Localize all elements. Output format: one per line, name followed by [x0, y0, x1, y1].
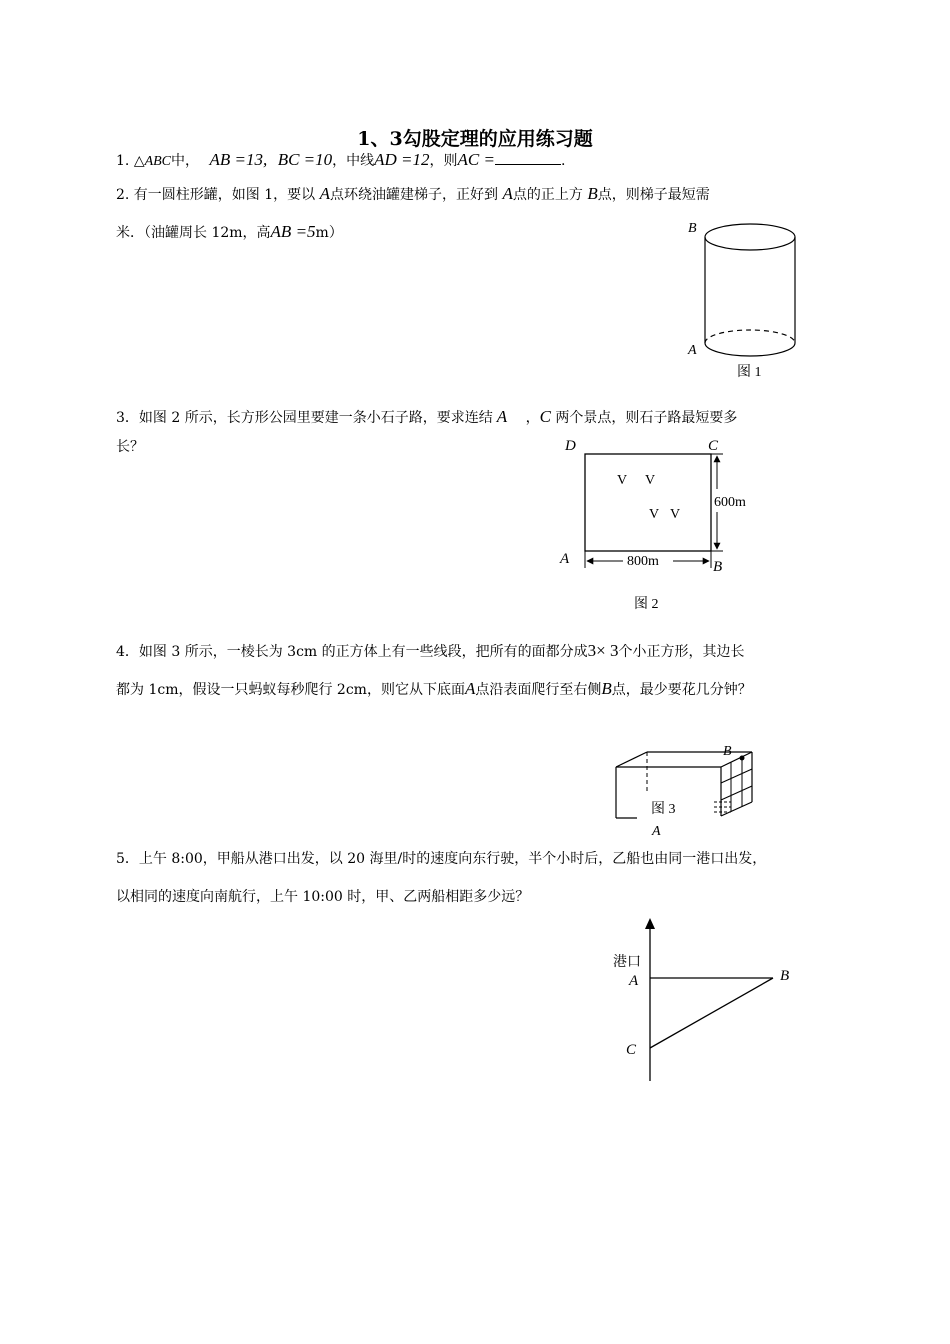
q1-bc-equation: BC =10	[277, 150, 333, 169]
q4-text-b: 个小正方形，其边长	[618, 644, 745, 660]
fig1-caption: 图 1	[737, 365, 762, 380]
q2-var-b: B	[587, 184, 598, 203]
q1-median-text: ，中线	[332, 153, 375, 169]
fig2-label-b: B	[713, 559, 723, 575]
question-2-line-2	[116, 222, 343, 242]
q1-ze: ，则	[429, 153, 458, 169]
question-2-line-1	[116, 184, 710, 204]
q3-text-b: 两个景点，则石子路最短要多	[555, 410, 738, 426]
fig3-label-a: A	[652, 824, 661, 839]
page-title: 1、3勾股定理的应用练习题	[357, 128, 593, 150]
q4-var-b: B	[601, 679, 612, 698]
q3-text-a: 3．如图 2 所示，长方形公园里要建一条小石子路，要求连结	[116, 410, 493, 426]
fig2-height-label: 600m	[714, 495, 746, 510]
q4-grid: 3× 3	[587, 641, 619, 660]
q4-line2-c: 点，最少要花几分钟？	[611, 682, 752, 698]
q2-ab-equation: AB =5	[270, 222, 316, 241]
fig2-tree-3: V	[649, 507, 660, 522]
q1-zhong: 中，	[171, 153, 200, 169]
fig2-tree-1: V	[617, 473, 628, 488]
fig3-caption: 图 3	[651, 802, 676, 817]
q4-text-a: 4．如图 3 所示，一棱长为 3cm 的正方体上有一些线段，把所有的面都分成	[116, 644, 588, 660]
question-1	[116, 150, 565, 170]
question-5-line-1: 5．上午 8:00，甲船从港口出发，以 20 海里/时的速度向东行驶，半个小时后，乙船也由同一港口出发，	[116, 851, 767, 867]
q2-text-b: 点环绕油罐建梯子，正好到	[330, 187, 499, 203]
fig5-label-a: A	[629, 973, 639, 989]
q1-end: .	[560, 153, 566, 169]
q4-line2-a: 都为 1cm，假设一只蚂蚁每秒爬行 2cm，则它从下底面	[116, 682, 465, 698]
q4-line2-b: 点沿表面爬行至右侧	[475, 682, 602, 698]
fig2-tree-2: V	[645, 473, 656, 488]
q2-line2-b: m）	[315, 225, 343, 241]
q2-text-a: 2. 有一圆柱形罐，如图 1，要以	[116, 187, 316, 203]
q2-text-c: 点的正上方	[512, 187, 583, 203]
fig1-label-a: A	[688, 343, 697, 358]
figure-1-cylinder	[680, 215, 810, 385]
question-3-line-2: 长？	[116, 439, 144, 455]
q1-ad-equation: AD =12	[374, 150, 430, 169]
q2-var-a2: A	[502, 184, 513, 203]
question-3-line-1	[116, 407, 737, 427]
fig5-label-c: C	[626, 1042, 637, 1058]
fig2-label-d: D	[565, 438, 576, 454]
fig1-label-b: B	[688, 221, 697, 236]
fig2-label-c: C	[708, 438, 719, 454]
q2-text-d: 点，则梯子最短需	[597, 187, 710, 203]
q3-var-c: C	[539, 407, 551, 426]
fig2-label-a: A	[560, 551, 570, 567]
fig5-port-label: 港口	[613, 955, 641, 970]
fig2-tree-4: V	[670, 507, 681, 522]
q2-line2-a: 米．（油罐周长 12m，高	[116, 225, 271, 241]
fig3-label-b: B	[723, 744, 732, 759]
figure-2-park	[555, 432, 775, 617]
fig2-width-label: 800m	[627, 554, 659, 569]
question-5-line-2: 以相同的速度向南航行，上午 10:00 时，甲、乙两船相距多少远？	[116, 889, 530, 905]
q3-comma: ，	[525, 410, 540, 426]
fig5-label-b: B	[780, 968, 790, 984]
q1-triangle: △ABC	[133, 154, 172, 169]
q2-var-a: A	[319, 184, 331, 203]
q3-var-a: A	[496, 407, 508, 426]
figure-3-cube	[605, 740, 765, 840]
q4-var-a: A	[464, 679, 476, 698]
fig2-caption: 图 2	[634, 597, 659, 612]
question-4-line-1	[116, 641, 744, 661]
q1-number: 1.	[116, 153, 130, 169]
q1-answer-blank	[495, 150, 561, 165]
q1-ac-equation: AC =	[457, 150, 495, 169]
q1-ab-equation: AB =13,	[209, 150, 268, 169]
figure-5-ships	[605, 915, 805, 1090]
question-4-line-2	[116, 679, 752, 699]
